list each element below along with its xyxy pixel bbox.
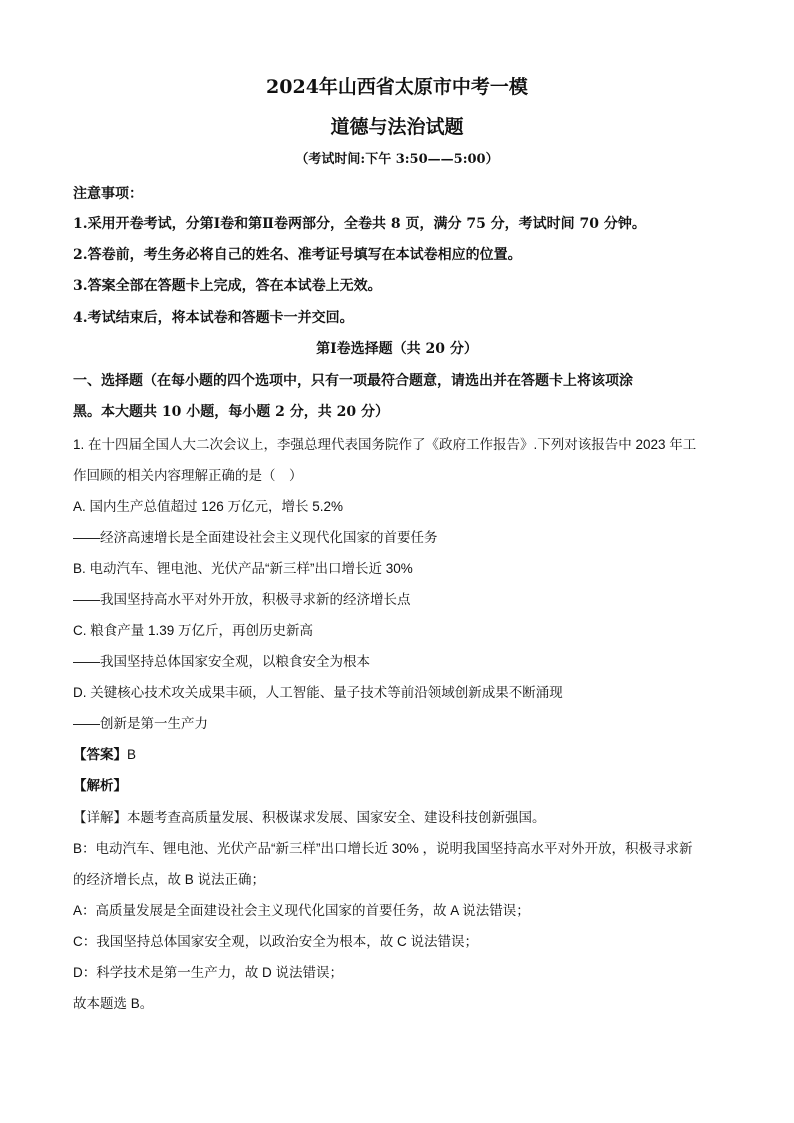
option-a-note: ——经济高速增长是全面建设社会主义现代化国家的首要任务 — [73, 530, 438, 545]
option-c: C. 粮食产量 1.39 万亿斤，再创历史新高 — [73, 623, 314, 638]
notice-item: 3.答案全部在答题卡上完成，答在本试卷上无效。 — [73, 278, 382, 294]
question-stem: 1. 在十四届全国人大二次会议上，李强总理代表国务院作了《政府工作报告》.下列对该报告中 2023 年工 — [73, 437, 697, 452]
detail-text: 本题考查高质量发展、积极谋求发展、国家安全、建设科技创新强国。 — [127, 810, 546, 825]
option-b: B. 电动汽车、锂电池、光伏产品“新三样”出口增长近 30% — [73, 561, 413, 576]
exam-subtitle: 道德与法治试题 — [330, 116, 464, 138]
notice-item: 1.采用开卷考试，分第Ⅰ卷和第Ⅱ卷两部分，全卷共 8 页，满分 75 分，考试时间 70 分钟。 — [73, 216, 646, 232]
option-b-note: ——我国坚持高水平对外开放，积极寻求新的经济增长点 — [73, 592, 411, 607]
option-d: D. 关键核心技术攻关成果丰硕，人工智能、量子技术等前沿领域创新成果不断涌现 — [73, 685, 563, 700]
exam-title: 2024年山西省太原市中考一模 — [266, 76, 528, 98]
option-c-note: ——我国坚持总体国家安全观，以粮食安全为根本 — [73, 654, 370, 669]
notice-item: 4.考试结束后，将本试卷和答题卡一并交回。 — [73, 310, 354, 326]
conclusion-line: 故本题选 B。 — [73, 996, 154, 1011]
answer-line — [73, 743, 136, 763]
section-title: 第Ⅰ卷选择题（共 20 分） — [316, 341, 478, 357]
option-d-note: ——创新是第一生产力 — [73, 716, 208, 731]
explanation-line: B：电动汽车、锂电池、光伏产品“新三样”出口增长近 30% ，说明我国坚持高水平对外开放，积极寻求新 — [73, 841, 693, 856]
analysis-line — [73, 774, 127, 794]
section-instruction: 黑。本大题共 10 小题，每小题 2 分，共 20 分） — [73, 404, 389, 420]
answer-value: B — [127, 747, 137, 762]
explanation-line: C：我国坚持总体国家安全观，以政治安全为根本，故 C 说法错误； — [73, 934, 478, 949]
notice-heading: 注意事项： — [73, 186, 143, 202]
detail-tag: 【详解】 — [73, 810, 127, 825]
question-stem: 作回顾的相关内容理解正确的是（ ） — [73, 468, 303, 483]
explanation-line: D：科学技术是第一生产力，故 D 说法错误； — [73, 965, 343, 980]
explanation-line: 的经济增长点，故 B 说法正确； — [73, 872, 266, 887]
detail-line — [73, 806, 546, 826]
exam-time: （考试时间:下午 3:50——5:00） — [295, 152, 499, 167]
notice-item: 2.答卷前，考生务必将自己的姓名、准考证号填写在本试卷相应的位置。 — [73, 247, 522, 263]
section-instruction: 一、选择题（在每小题的四个选项中，只有一项最符合题意，请选出并在答题卡上将该项涂 — [73, 373, 633, 389]
option-a: A. 国内生产总值超过 126 万亿元，增长 5.2% — [73, 499, 344, 514]
analysis-tag: 【解析】 — [73, 778, 127, 793]
explanation-line: A：高质量发展是全面建设社会主义现代化国家的首要任务，故 A 说法错误； — [73, 903, 530, 918]
answer-tag: 【答案】 — [73, 747, 127, 762]
